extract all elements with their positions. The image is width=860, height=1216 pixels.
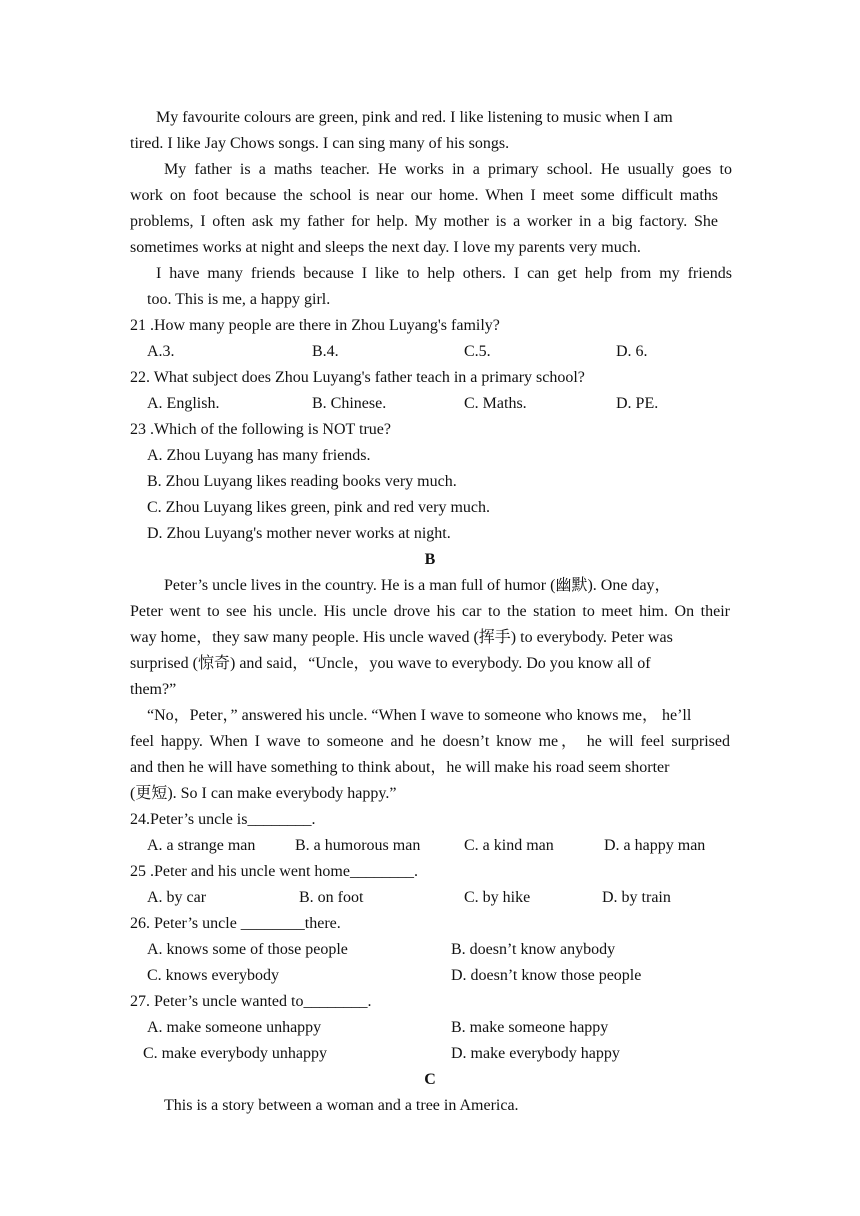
- answer-option[interactable]: C. Zhou Luyang likes green, pink and red very much.: [147, 499, 491, 516]
- answer-option[interactable]: C. a kind man: [464, 837, 554, 854]
- passage-a-line: My favourite colours are green, pink and red. I like listening to music when I am: [156, 109, 673, 126]
- answer-option[interactable]: B. doesn’t know anybody: [451, 941, 616, 958]
- question-stem: 22. What subject does Zhou Luyang's father teach in a primary school?: [130, 369, 585, 386]
- question-stem: 24.Peter’s uncle is________.: [130, 811, 316, 828]
- answer-option[interactable]: A. knows some of those people: [147, 941, 348, 958]
- passage-a-line: sometimes works at night and sleeps the next day. I love my parents very much.: [130, 239, 641, 256]
- question-stem: 26. Peter’s uncle ________there.: [130, 915, 341, 932]
- question-stem: 25 .Peter and his uncle went home________.: [130, 863, 418, 880]
- passage-b-line: surprised (惊奇) and said，“Uncle，you wave to everybody. Do you know all of: [130, 655, 651, 672]
- answer-option[interactable]: C. by hike: [464, 889, 531, 906]
- passage-b-line: (更短). So I can make everybody happy.”: [130, 785, 397, 802]
- passage-b-line: Peter’s uncle lives in the country. He is a man full of humor (幽默). One day，: [164, 577, 671, 594]
- passage-a-line: My father is a maths teacher. He works in a primary school. He usually goes to: [164, 161, 732, 178]
- answer-option[interactable]: A.3.: [147, 343, 175, 360]
- passage-a-line: too. This is me, a happy girl.: [147, 291, 331, 308]
- answer-option[interactable]: D. by train: [602, 889, 671, 906]
- question-stem: 21 .How many people are there in Zhou Luyang's family?: [130, 317, 500, 334]
- answer-option[interactable]: B.4.: [312, 343, 339, 360]
- answer-option[interactable]: D. make everybody happy: [451, 1045, 620, 1062]
- question-stem: 27. Peter’s uncle wanted to________.: [130, 993, 372, 1010]
- passage-a-line: problems, I often ask my father for help. My mother is a worker in a big factory. She: [130, 213, 718, 230]
- answer-option[interactable]: B. Zhou Luyang likes reading books very much.: [147, 473, 457, 490]
- answer-option[interactable]: A. a strange man: [147, 837, 256, 854]
- answer-option[interactable]: A. English.: [147, 395, 220, 412]
- answer-option[interactable]: D. 6.: [616, 343, 648, 360]
- answer-option[interactable]: B. a humorous man: [295, 837, 421, 854]
- passage-c-line: This is a story between a woman and a tree in America.: [164, 1097, 519, 1114]
- passage-a-line: I have many friends because I like to help others. I can get help from my friends: [156, 265, 732, 282]
- answer-option[interactable]: D. Zhou Luyang's mother never works at night.: [147, 525, 451, 542]
- passage-b-line: way home，they saw many people. His uncle waved (挥手) to everybody. Peter was: [130, 629, 673, 646]
- passage-b-line: feel happy. When I wave to someone and he doesn’t know me， he will feel surprised: [130, 733, 730, 750]
- answer-option[interactable]: A. make someone unhappy: [147, 1019, 322, 1036]
- answer-option[interactable]: B. make someone happy: [451, 1019, 609, 1036]
- passage-b-line: “No，Peter，” answered his uncle. “When I wave to someone who knows me， he’ll: [147, 707, 692, 724]
- answer-option[interactable]: D. doesn’t know those people: [451, 967, 642, 984]
- section-heading: C: [424, 1071, 436, 1088]
- passage-a-line: work on foot because the school is near our home. When I meet some difficult maths: [130, 187, 718, 204]
- section-heading: B: [424, 551, 436, 568]
- answer-option[interactable]: B. on foot: [299, 889, 364, 906]
- answer-option[interactable]: D. PE.: [616, 395, 659, 412]
- passage-b-line: Peter went to see his uncle. His uncle drove his car to the station to meet him. On their: [130, 603, 730, 620]
- answer-option[interactable]: A. Zhou Luyang has many friends.: [147, 447, 371, 464]
- answer-option[interactable]: C.5.: [464, 343, 491, 360]
- answer-option[interactable]: C. make everybody unhappy: [143, 1045, 327, 1062]
- answer-option[interactable]: C. knows everybody: [147, 967, 279, 984]
- passage-b-line: and then he will have something to think about，he will make his road seem shorter: [130, 759, 670, 776]
- passage-a-line: tired. I like Jay Chows songs. I can sing many of his songs.: [130, 135, 510, 152]
- answer-option[interactable]: C. Maths.: [464, 395, 527, 412]
- answer-option[interactable]: A. by car: [147, 889, 207, 906]
- answer-option[interactable]: D. a happy man: [604, 837, 706, 854]
- question-stem: 23 .Which of the following is NOT true?: [130, 421, 391, 438]
- answer-option[interactable]: B. Chinese.: [312, 395, 387, 412]
- passage-b-line: them?”: [130, 681, 177, 698]
